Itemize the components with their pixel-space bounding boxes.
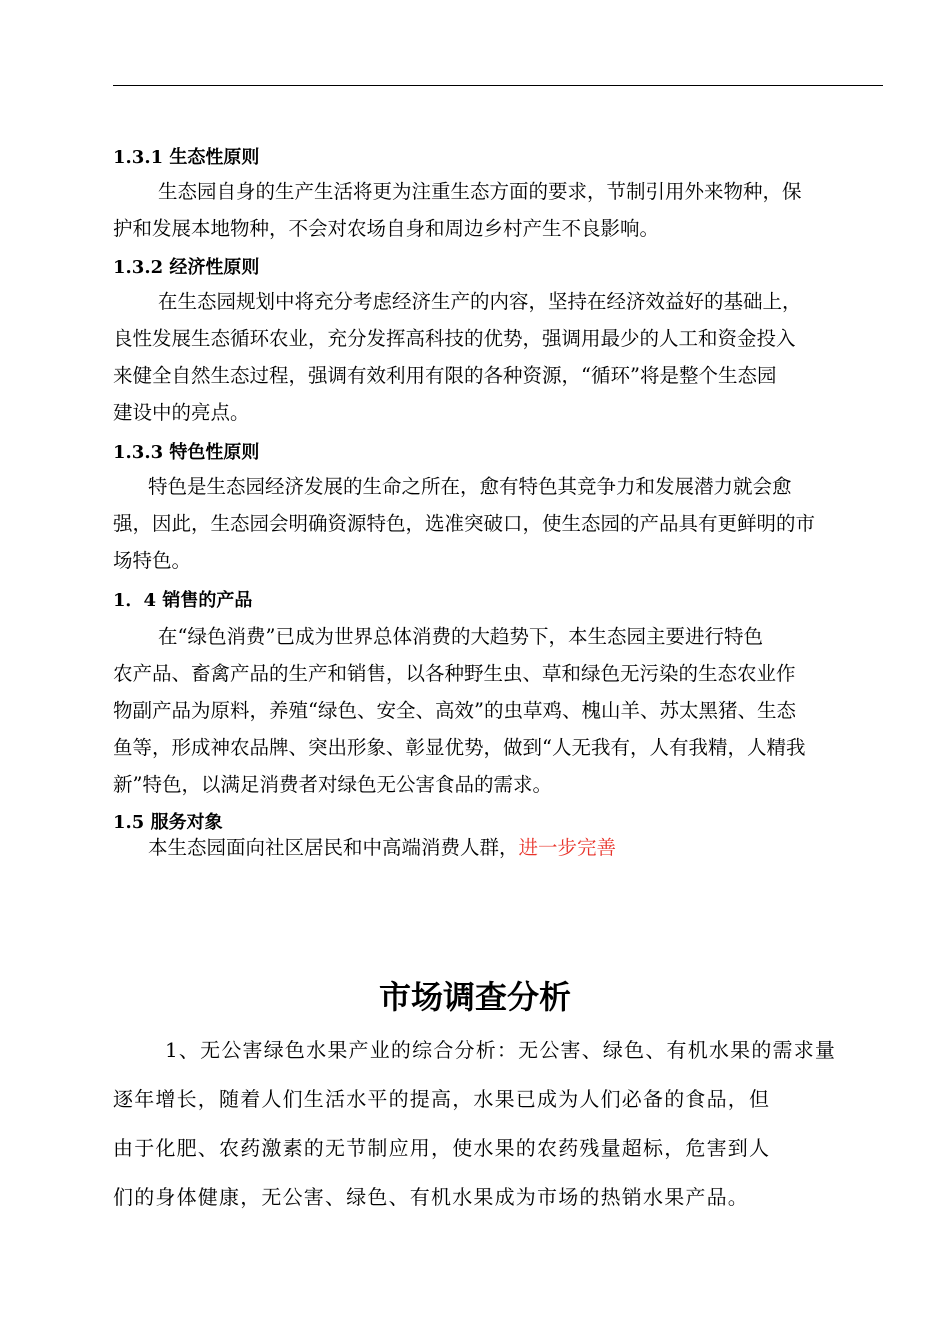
todo-highlight: 进一步完善	[518, 836, 617, 859]
text-line: 物副产品为原料，养殖“绿色、安全、高效”的虫草鸡、槐山羊、苏太黑猪、生态	[113, 699, 796, 722]
text-line: 在生态园规划中将充分考虑经济生产的内容，坚持在经济效益好的基础上，	[158, 290, 802, 313]
paragraph-1-3-1	[113, 173, 883, 247]
heading-1-4: 1．4 销售的产品	[113, 590, 253, 611]
heading-1-3-3: 1.3.3 特色性原则	[113, 442, 260, 463]
text-line	[113, 830, 883, 866]
text-line: 鱼等，形成神农品牌、突出形象、彰显优势，做到“人无我有，人有我精，人精我	[113, 736, 806, 759]
paragraph-1-5	[113, 830, 883, 866]
heading-1-5: 1.5 服务对象	[113, 812, 223, 833]
text-line: 护和发展本地物种，不会对农场自身和周边乡村产生不良影响。	[113, 217, 660, 240]
heading-1-3-1: 1.3.1 生态性原则	[113, 147, 260, 168]
paragraph-1-3-2	[113, 283, 883, 431]
market-title: 市场调查分析	[378, 978, 571, 1016]
paragraph-1-4	[113, 618, 883, 803]
service-text: 本生态园面向社区居民和中高端消费人群，	[148, 836, 519, 859]
text-line: 1、无公害绿色水果产业的综合分析：无公害、绿色、有机水果的需求量	[165, 1038, 837, 1062]
heading-1-3-2: 1.3.2 经济性原则	[113, 257, 260, 278]
text-line: 由于化肥、农药激素的无节制应用，使水果的农药残量超标，危害到人	[113, 1136, 771, 1160]
text-line: 逐年增长，随着人们生活水平的提高，水果已成为人们必备的食品，但	[113, 1087, 771, 1111]
text-line: 特色是生态园经济发展的生命之所在，愈有特色其竞争力和发展潜力就会愈	[148, 475, 792, 498]
market-paragraph	[113, 1026, 883, 1222]
text-line: 在“绿色消费”已成为世界总体消费的大趋势下，本生态园主要进行特色	[158, 625, 763, 648]
text-line: 建设中的亮点。	[113, 401, 250, 424]
text-line: 良性发展生态循环农业，充分发挥高科技的优势，强调用最少的人工和资金投入	[113, 327, 796, 350]
text-line: 新”特色，以满足消费者对绿色无公害食品的需求。	[113, 773, 552, 796]
text-line: 生态园自身的生产生活将更为注重生态方面的要求，节制引用外来物种，保	[158, 180, 802, 203]
header-rule	[113, 85, 883, 86]
text-line: 强，因此，生态园会明确资源特色，选准突破口，使生态园的产品具有更鲜明的市	[113, 512, 816, 535]
text-line: 农产品、畜禽产品的生产和销售，以各种野生虫、草和绿色无污染的生态农业作	[113, 662, 796, 685]
text-line: 来健全自然生态过程，强调有效利用有限的各种资源，“循环”将是整个生态园	[113, 364, 777, 387]
text-line: 们的身体健康，无公害、绿色、有机水果成为市场的热销水果产品。	[113, 1185, 749, 1209]
paragraph-1-3-3	[113, 468, 883, 579]
text-line: 场特色。	[113, 549, 192, 572]
